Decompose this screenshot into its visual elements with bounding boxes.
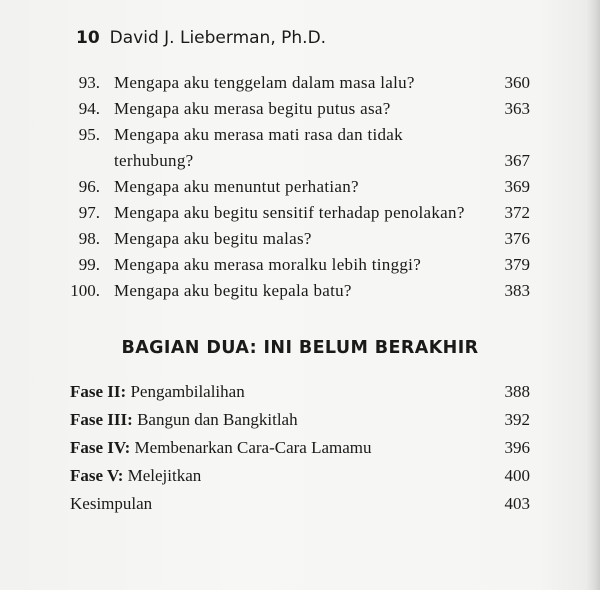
chapter-title: Mengapa aku menuntut perhatian? (114, 177, 359, 196)
chapter-number: 94. (78, 99, 100, 118)
chapter-page: 369 (504, 177, 530, 196)
page-number: 10 (76, 28, 100, 48)
chapter-title: terhubung? (114, 151, 194, 170)
toc-row (0, 96, 600, 122)
chapter-title: Mengapa aku begitu malas? (114, 229, 312, 248)
chapter-title: Mengapa aku merasa begitu putus asa? (114, 99, 391, 118)
chapter-page: 363 (504, 99, 530, 118)
phase-page: 400 (504, 466, 530, 485)
chapter-number: 100. (70, 281, 100, 300)
phase-title: Kesimpulan (70, 494, 153, 513)
chapter-title: Mengapa aku merasa mati rasa dan tidak (114, 125, 403, 144)
chapter-page: 360 (504, 73, 530, 92)
toc-row (0, 226, 600, 252)
phase-page: 396 (504, 438, 530, 457)
toc-phase-row (0, 378, 600, 406)
chapter-title: Mengapa aku begitu kepala batu? (114, 281, 352, 300)
phase-title: Membenarkan Cara-Cara Lamamu (134, 438, 372, 457)
chapter-title: Mengapa aku begitu sensitif terhadap penolakan? (114, 203, 465, 222)
running-header (76, 28, 326, 48)
toc-row (0, 174, 600, 200)
chapter-page: 372 (504, 203, 530, 222)
phase-title: Bangun dan Bangkitlah (137, 410, 298, 429)
phase-label: Fase IV: (70, 438, 131, 457)
chapter-number: 93. (78, 73, 100, 92)
toc-phase-row (0, 434, 600, 462)
section-heading: BAGIAN DUA: INI BELUM BERAKHIR (121, 338, 479, 358)
toc-row (0, 278, 600, 304)
phase-label: Fase II: (70, 382, 127, 401)
chapter-number: 96. (78, 177, 100, 196)
phase-page: 388 (504, 382, 530, 401)
toc-phase-row (0, 490, 600, 518)
phase-label: Fase V: (70, 466, 124, 485)
author-name: David J. Lieberman, Ph.D. (109, 28, 327, 48)
toc-row (0, 148, 600, 174)
chapter-page: 376 (504, 229, 530, 248)
phase-title: Melejitkan (127, 466, 202, 485)
chapter-page: 379 (504, 255, 530, 274)
phase-title: Pengambilalihan (130, 382, 245, 401)
toc-row (0, 122, 600, 148)
toc-row (0, 70, 600, 96)
phase-page: 403 (504, 494, 530, 513)
chapter-number: 98. (78, 229, 100, 248)
phase-page: 392 (504, 410, 530, 429)
toc-row (0, 200, 600, 226)
chapter-page: 383 (504, 281, 530, 300)
phase-label: Fase III: (70, 410, 133, 429)
chapter-title: Mengapa aku tenggelam dalam masa lalu? (114, 73, 415, 92)
toc-phase-row (0, 406, 600, 434)
chapter-number: 99. (78, 255, 100, 274)
chapter-number: 95. (78, 125, 100, 144)
toc-phase-row (0, 462, 600, 490)
chapter-number: 97. (78, 203, 100, 222)
chapter-page: 367 (504, 151, 530, 170)
chapter-title: Mengapa aku merasa moralku lebih tinggi? (114, 255, 422, 274)
toc-row (0, 252, 600, 278)
